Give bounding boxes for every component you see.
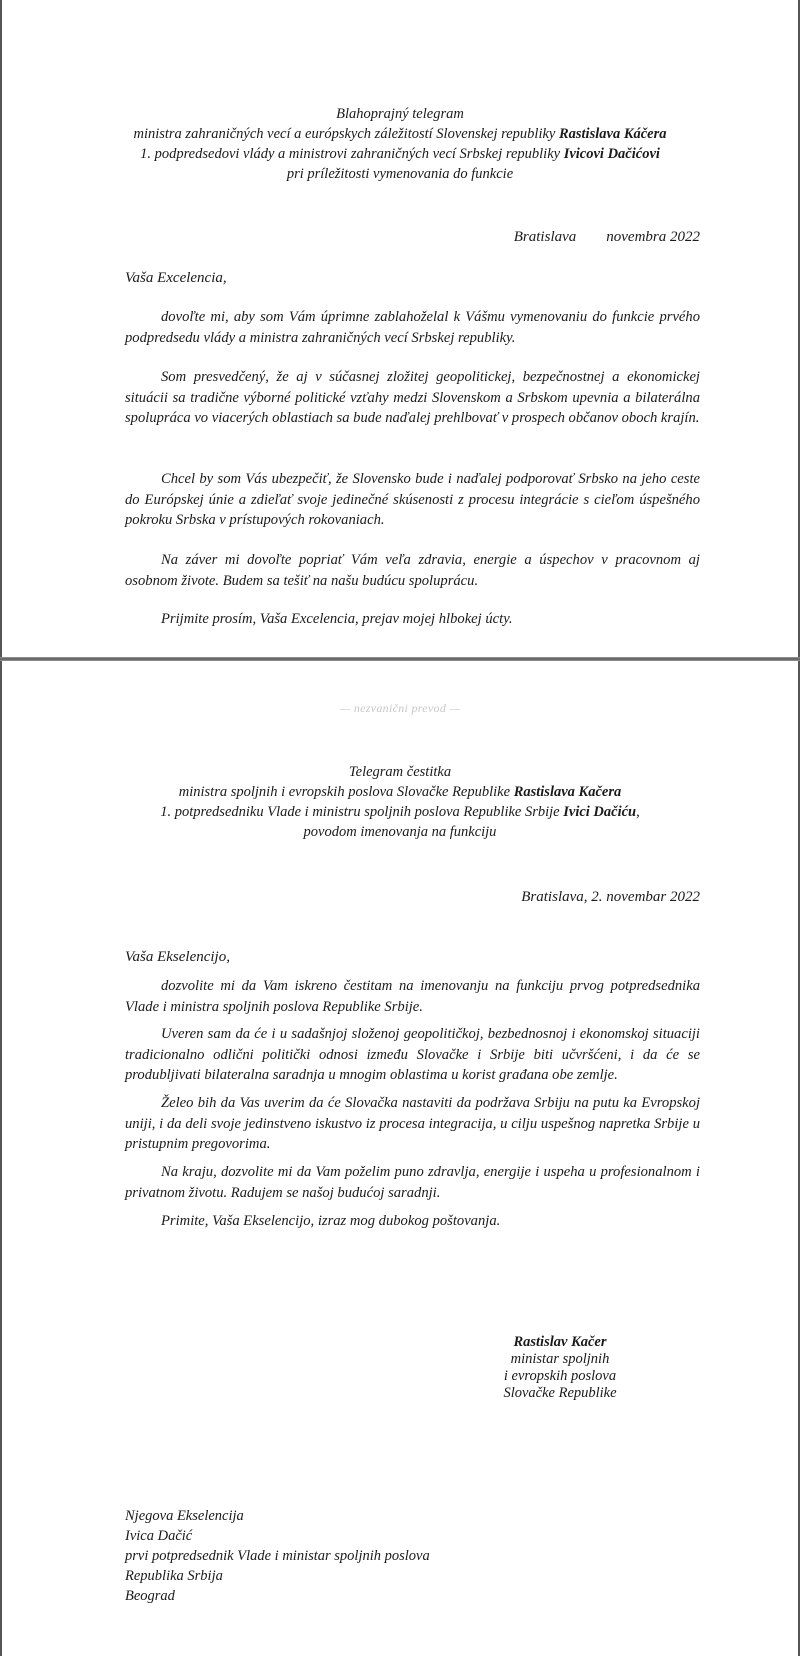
recipient-address-block — [125, 1506, 430, 1606]
dateline: Bratislava, 2. novembar 2022 — [521, 889, 700, 905]
salutation: Vaša Ekselencijo, — [125, 949, 230, 965]
paragraph: Som presvedčený, že aj v súčasnej zložitej geopolitickej, bezpečnostnej a ekonomickej situácii sa tradične výborné politické vzťahy medzi Slovenskom a Srbskom upevnia a bilaterálna spolupráca vo viacerých oblastiach sa bude naďalej prehlbovať v prospech občanov oboch krajín. — [125, 369, 700, 426]
paragraph: dozvolite mi da Vam iskreno čestitam na imenovanju na funkciju prvog potpredsednika Vlade i ministra spoljnih poslova Republike Srbije. — [125, 978, 700, 1015]
paragraph: Na záver mi dovoľte popriať Vám veľa zdravia, energie a úspechov v pracovnom aj osobnom živote. Budem sa tešiť na našu budúcu spoluprácu. — [125, 552, 700, 589]
heading-sender — [100, 782, 700, 802]
heading-punctuation: , — [636, 804, 640, 820]
address-line: Republika Srbija — [125, 1568, 223, 1584]
dateline: Bratislava novembra 2022 — [513, 229, 700, 245]
heading-recipient — [100, 144, 700, 164]
address-line: prvi potpredsednik Vlade i ministar spoljnih poslova — [125, 1548, 430, 1564]
signatory-title: ministar spoljnih — [510, 1351, 610, 1367]
paragraph: dovoľte mi, aby som Vám úprimne zablahoželal k Vášmu vymenovaniu do funkcie prvého podpredsedu vlády a ministra zahraničných vecí Srbskej republiky. — [125, 309, 700, 346]
heading-recipient — [100, 802, 700, 822]
address-line: Njegova Ekselencija — [125, 1508, 244, 1524]
closing-paragraph: Prijmite prosím, Vaša Excelencia, prejav mojej hlbokej úcty. — [161, 611, 513, 627]
heading-sender-text: ministra spoljnih i evropskih poslova Slovačke Republike — [178, 784, 514, 800]
address-line: Ivica Dačić — [125, 1528, 193, 1544]
paragraph: Chcel by som Vás ubezpečiť, že Slovensko bude i naďalej podporovať Srbsko na jeho ceste do Európskej únie a zdieľať svoje jedinečné skúsenosti z procesu integrácie s cieľom úspešného pokroku Srbska v prístupových rokovaniach. — [125, 471, 700, 528]
paragraph: Na kraju, dozvolite mi da Vam poželim puno zdravlja, energije i uspeha u profesionalnom i privatnom životu. Radujem se našoj budućoj saradnji. — [125, 1164, 700, 1201]
recipient-name: Ivici Dačiću — [563, 804, 637, 820]
closing-paragraph: Primite, Vaša Ekselencijo, izraz mog dubokog poštovanja. — [161, 1213, 501, 1229]
heading-occasion: povodom imenovanja na funkciju — [303, 824, 497, 840]
sender-name: Rastislava Káčera — [558, 126, 667, 142]
page-serbian-translation — [0, 661, 800, 1656]
heading-sender-text: ministra zahraničných vecí a európskych záležitostí Slovenskej republiky — [133, 126, 559, 142]
paragraph: Želeo bih da Vas uverim da će Slovačka nastaviti da podržava Srbiju na putu ka Evropskoj uniji, i da deli svoje jedinstveno iskustvo iz procesa integracija, u cilju uspešnog napretka Srbije u pristupnim pregovorima. — [125, 1095, 700, 1152]
signatory-title: i evropskih poslova — [503, 1368, 617, 1384]
heading-sender — [100, 124, 700, 144]
signatory-title: Slovačke Republike — [503, 1385, 617, 1401]
document-heading — [100, 762, 700, 842]
salutation: Vaša Excelencia, — [125, 270, 227, 286]
heading-recipient-text: 1. potpredsedniku Vlade i ministru spoljnih poslova Republike Srbije — [160, 804, 564, 820]
document-heading — [100, 104, 700, 184]
page-slovak-original — [0, 0, 800, 657]
recipient-name: Ivicovi Dačićovi — [563, 146, 660, 162]
address-line: Beograd — [125, 1588, 175, 1604]
signatory-name: Rastislav Kačer — [513, 1334, 607, 1350]
heading-title: Telegram čestitka — [348, 764, 452, 780]
heading-occasion: pri príležitosti vymenovania do funkcie — [286, 166, 514, 182]
sender-name: Rastislava Kačera — [513, 784, 622, 800]
paragraph: Uveren sam da će i u sadašnjoj složenoj geopolitičkoj, bezbednosnoj i ekonomskoj situaciji tradicionalno odlični politički odnosi između Slovačke i Srbije biti učvršćeni, i da će se produbljivati bilateralna saradnja u mnogim oblastima u korist građana obe zemlje. — [125, 1026, 700, 1083]
signature-block — [490, 1334, 630, 1402]
unofficial-translation-watermark: — nezvanični prevod — — [339, 701, 461, 715]
heading-title: Blahoprajný telegram — [336, 106, 464, 122]
heading-recipient-text: 1. podpredsedovi vlády a ministrovi zahraničných vecí Srbskej republiky — [140, 146, 564, 162]
